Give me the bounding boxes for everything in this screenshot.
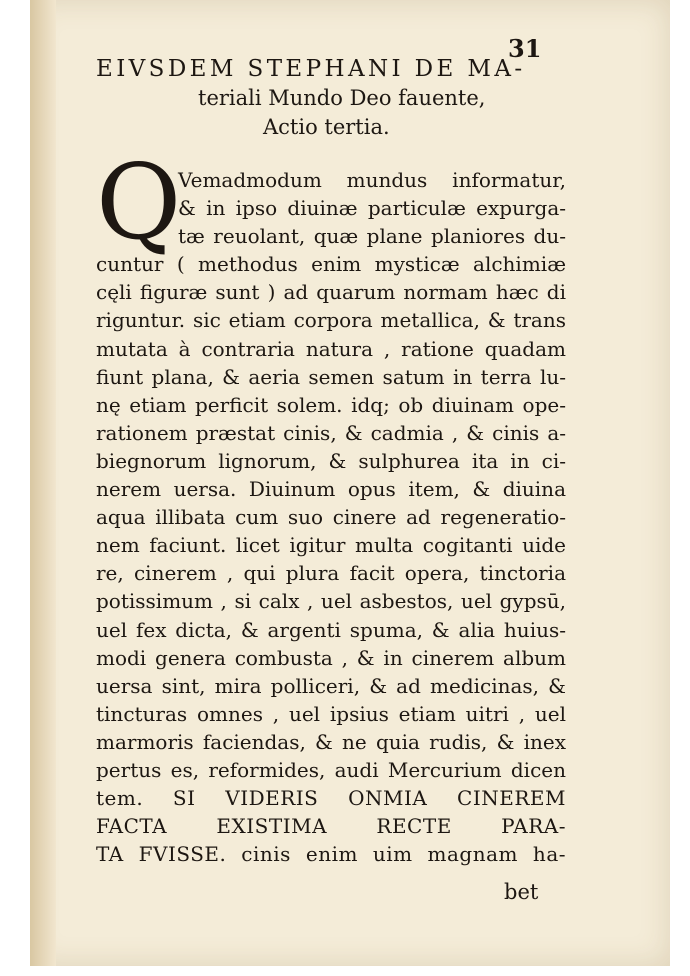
- text-line: tincturas omnes , uel ipsius etiam uitri , uel: [96, 701, 566, 726]
- heading-line-2: teriali Mundo Deo fauente,: [198, 86, 486, 110]
- heading-line-3: Actio tertia.: [263, 115, 390, 139]
- text-line: modi genera combusta , & in cinerem album: [96, 645, 566, 670]
- page-number: 31: [508, 34, 542, 63]
- text-line: nem faciunt. licet igitur multa cogitanti uide: [96, 533, 566, 558]
- text-line: uel fex dicta, & argenti spuma, & alia huius-: [96, 617, 566, 642]
- text-line: potissimum , si calx , uel asbestos, uel gypsū,: [96, 589, 566, 614]
- drop-capital: Q: [96, 141, 182, 263]
- text-line: re, cinerem , qui plura facit opera, tinctoria: [96, 561, 566, 586]
- text-line: cuntur ( methodus enim mysticæ alchimiæ: [96, 252, 566, 277]
- text-line: biegnorum lignorum, & sulphurea ita in ci-: [96, 448, 566, 473]
- text-line: riguntur. sic etiam corpora metallica, & trans: [96, 308, 566, 333]
- heading-line-1: EIVSDEM STEPHANI DE MA-: [96, 56, 526, 82]
- body-text: [96, 166, 566, 868]
- book-page: [30, 0, 670, 966]
- text-line: TA FVISSE. cinis enim uim magnam ha-: [96, 842, 566, 867]
- text-line: FACTA EXISTIMA RECTE PARA-: [96, 814, 566, 839]
- text-line: tæ reuolant, quæ plane planiores du-: [178, 224, 566, 249]
- text-line: pertus es, reformides, audi Mercurium dicen: [96, 757, 566, 782]
- text-line: rationem præstat cinis, & cadmia , & cinis a-: [96, 420, 566, 445]
- text-line: aqua illibata cum suo cinere ad regeneratio-: [96, 505, 566, 530]
- catchword: bet: [504, 880, 539, 904]
- text-line: mutata à contraria natura , ratione quadam: [96, 336, 566, 361]
- text-line: fiunt plana, & aeria semen satum in terra lu-: [96, 364, 566, 389]
- text-line: marmoris faciendas, & ne quia rudis, & inex: [96, 729, 566, 754]
- text-line: Vemadmodum mundus informatur,: [178, 168, 566, 192]
- text-line: & in ipso diuinæ particulæ expurga-: [178, 196, 566, 221]
- text-line: cęli figuræ sunt ) ad quarum normam hæc di: [96, 280, 566, 305]
- text-line: nerem uersa. Diuinum opus item, & diuina: [96, 477, 566, 502]
- page-gutter: [30, 0, 56, 966]
- text-line: tem. SI VIDERIS ONMIA CINEREM: [96, 786, 566, 811]
- text-line: uersa sint, mira polliceri, & ad medicinas, &: [96, 673, 566, 698]
- text-line: nę etiam perficit solem. idq; ob diuinam ope-: [96, 392, 566, 417]
